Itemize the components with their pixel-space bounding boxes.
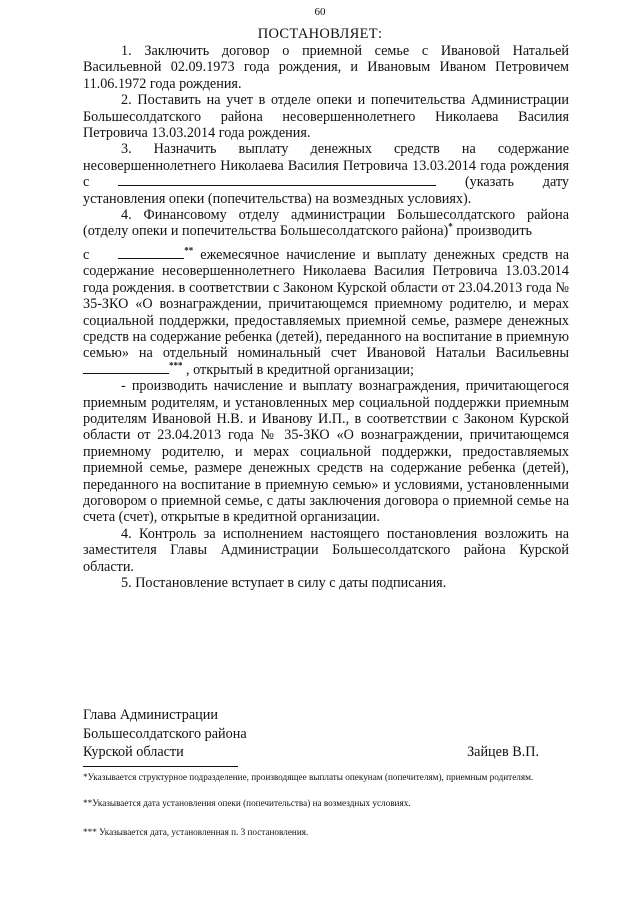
paragraph-4-text: 4. Финансовому отделу администрации Большесолдатского района (отделу опеки и попечительства Большесолдатского района) [83,207,569,240]
footnote-divider [83,766,238,767]
signature-title-line-1: Глава Администрации [83,707,218,723]
document-body [83,43,569,591]
paragraph-1: 1. Заключить договор о приемной семье с Ивановой Натальей Васильевной 02.09.1973 года рождения, и Ивановым Иваном Петровичем 11.06.1972 года рождения. [83,43,569,92]
signature-title-line-2: Большесолдатского района [83,725,247,742]
signature-block [83,706,569,762]
paragraph-4-continued [83,247,569,378]
paragraph-dash: - производить начисление и выплату вознаграждения, причитающегося приемным родителям, и установленных мер социальной поддержки приемным родителям Ивановой Н.В. и Иванову И.П., в соответствии с Законом Курской области от 23.04.2013 года № 35-ЗКО «О вознаграждении, причитающемся приемному родителю, и мерах социальной поддержки, предоставляемых приемной семье, размере денежных средств на содержание ребенка (детей), переданного на воспитание в приемную семью» и условиями, установленными договором о приемной семье, с даты заключения договора о приемной семье на счета (счет), открытые в кредитной организации. [83,378,569,526]
footnote-ref-2: ** [184,245,194,256]
paragraph-2: 2. Поставить на учет в отделе опеки и попечительства Администрации Большесолдатского района несовершеннолетнего Николаева Василия Петровича 13.03.2014 года рождения. [83,92,569,142]
paragraph-4-d: ежемесячное начисление и выплату денежных средств на содержание несовершеннолетнего Николаева Василия Петровича 13.03.2014 года рождения. в соответствии с Законом Курской области от 23.04.2013 года № 35-ЗКО «О вознаграждении, причитающемся приемному родителю, и мерах социальной поддержки, предоставляемых приемной семье, размере денежных средств на содержание ребенка (детей), переданного на воспитание в приемную семью» на отдельный номинальный счет Ивановой Натальи Васильевны [83,246,570,362]
footnote-3: *** Указывается дата, установленная п. 3 постановления. [83,827,309,837]
footnote-2: **Указывается дата установления опеки (попечительства) на возмездных условиях. [83,798,411,808]
date-blank-2 [118,247,184,259]
paragraph-4 [83,207,569,240]
paragraph-5: 4. Контроль за исполнением настоящего постановления возложить на заместителя Главы Администрации Большесолдатского района Курской области. [83,525,569,575]
footnote-1: *Указывается структурное подразделение, производящее выплаты опекунам (попечителям), приемным родителям. [83,772,534,782]
paragraph-3 [83,141,569,207]
date-blank-1 [118,174,436,186]
page-heading: ПОСТАНОВЛЯЕТ: [257,26,383,42]
page-number: 60 [314,6,326,18]
paragraph-4-e: , открытый в кредитной организации; [182,361,414,378]
paragraph-3-tail: (указать дату установления опеки (попечительства) на возмездных условиях). [83,174,569,207]
footnote-ref-1: * [448,221,453,232]
account-blank [83,362,169,374]
signatory-name: Зайцев В.П. [467,744,539,760]
footnote-ref-3: *** [169,359,183,370]
paragraph-3-text: 3. Назначить выплату денежных средств на содержание несовершеннолетнего Николаева Василия Петровича 13.03.2014 года рождения с [83,141,569,191]
paragraph-6: 5. Постановление вступает в силу с даты подписания. [121,575,447,591]
paragraph-4-text-b: производить [452,223,533,240]
signature-title-line-3: Курской области [83,744,184,760]
paragraph-4-c: с [83,246,90,263]
